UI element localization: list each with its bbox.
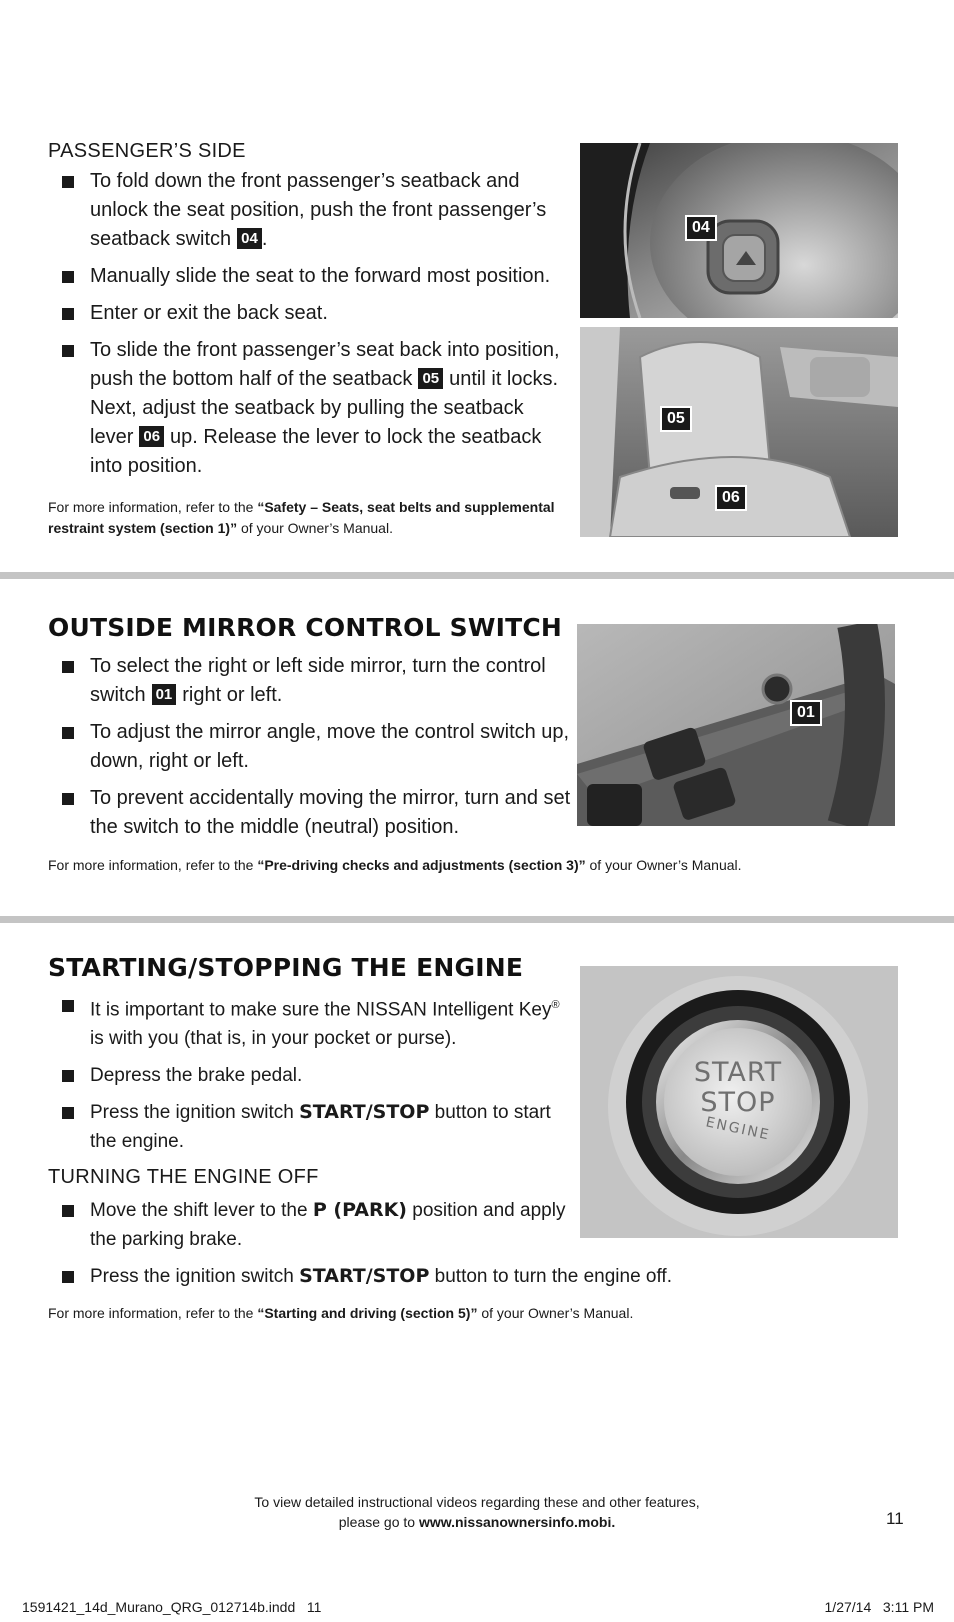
mirror-reference-note: For more information, refer to the “Pre-driving checks and adjustments (section 3)” of your Owner’s Manual. xyxy=(48,857,742,873)
engine-bullet-list xyxy=(48,991,568,1164)
photo-callout-05: 05 xyxy=(660,406,692,432)
bullet-square-icon xyxy=(62,308,74,320)
list-item: Move the shift lever to the P (PARK) position and apply the parking brake. xyxy=(48,1196,568,1254)
list-item: Enter or exit the back seat. xyxy=(48,299,568,328)
list-item: Depress the brake pedal. xyxy=(48,1061,568,1090)
website-link[interactable]: www.nissanownersinfo.mobi. xyxy=(418,1514,616,1530)
bullet-square-icon xyxy=(62,793,74,805)
mirror-section-title: OUTSIDE MIRROR CONTROL SWITCH xyxy=(48,613,563,642)
passenger-bullet-list xyxy=(48,167,568,489)
list-item: To fold down the front passenger’s seatback and unlock the seat position, push the front passenger’s seatback switch 04 . xyxy=(48,167,568,254)
bullet-square-icon xyxy=(62,271,74,283)
mirror-control-photo xyxy=(577,624,895,826)
engine-section-title: STARTING/STOPPING THE ENGINE xyxy=(48,953,524,982)
photo-callout-04: 04 xyxy=(685,215,717,241)
mirror-bullet-list xyxy=(48,652,578,850)
passenger-side-heading: PASSENGER’S SIDE xyxy=(48,140,246,162)
slug-file-name: 1591421_14d_Murano_QRG_012714b.indd 11 xyxy=(22,1599,322,1615)
list-item: To adjust the mirror angle, move the control switch up, down, right or left. xyxy=(48,718,578,776)
photo-callout-01: 01 xyxy=(790,700,822,726)
list-item: To prevent accidentally moving the mirror, turn and set the switch to the middle (neutral) position. xyxy=(48,784,578,842)
start-stop-button-photo xyxy=(580,966,898,1238)
bullet-square-icon xyxy=(62,345,74,357)
callout-tag-06: 06 xyxy=(139,426,164,447)
bullet-square-icon xyxy=(62,661,74,673)
passenger-seat-photo xyxy=(580,327,898,537)
bullet-square-icon xyxy=(62,1271,74,1283)
seatback-switch-photo xyxy=(580,143,898,318)
callout-tag-05: 05 xyxy=(418,368,443,389)
bullet-square-icon xyxy=(62,1070,74,1082)
slug-timestamp: 1/27/14 3:11 PM xyxy=(824,1599,934,1615)
engine-reference-note: For more information, refer to the “Starting and driving (section 5)” of your Owner’s Manual. xyxy=(48,1305,634,1321)
bullet-square-icon xyxy=(62,1205,74,1217)
bullet-square-icon xyxy=(62,176,74,188)
bullet-square-icon xyxy=(62,1107,74,1119)
page-number: 11 xyxy=(886,1509,904,1528)
footer-video-note: To view detailed instructional videos regarding these and other features, please go to www.nissanownersinfo.mobi. xyxy=(254,1494,700,1530)
section-divider xyxy=(0,572,954,579)
passenger-reference-note: For more information, refer to the “Safety – Seats, seat belts and supplemental restraint system (section 1)” of your Owner’s Manual. xyxy=(48,499,555,536)
callout-tag-01: 01 xyxy=(152,684,177,705)
engine-off-bullet-list-2 xyxy=(48,1262,888,1299)
list-item: Manually slide the seat to the forward most position. xyxy=(48,262,568,291)
section-divider xyxy=(0,916,954,923)
bullet-square-icon xyxy=(62,727,74,739)
list-item: It is important to make sure the NISSAN Intelligent Key® is with you (that is, in your pocket or purse). xyxy=(48,991,568,1053)
list-item: Press the ignition switch START/STOP button to turn the engine off. xyxy=(48,1262,888,1291)
photo-callout-06: 06 xyxy=(715,485,747,511)
button-face-label: START STOP ENGINE xyxy=(693,1057,783,1144)
engine-off-subheading: TURNING THE ENGINE OFF xyxy=(48,1166,319,1188)
list-item: To select the right or left side mirror, turn the control switch 01 right or left. xyxy=(48,652,578,710)
list-item: To slide the front passenger’s seat back into position, push the bottom half of the seatback 05 until it locks. Next, adjust the seatback by pulling the seatback lever 06 up. Release the lever to lock the seatback into position. xyxy=(48,336,568,481)
engine-off-bullet-list xyxy=(48,1196,568,1262)
list-item: Press the ignition switch START/STOP button to start the engine. xyxy=(48,1098,568,1156)
bullet-square-icon xyxy=(62,1000,74,1012)
callout-tag-04: 04 xyxy=(237,228,262,249)
